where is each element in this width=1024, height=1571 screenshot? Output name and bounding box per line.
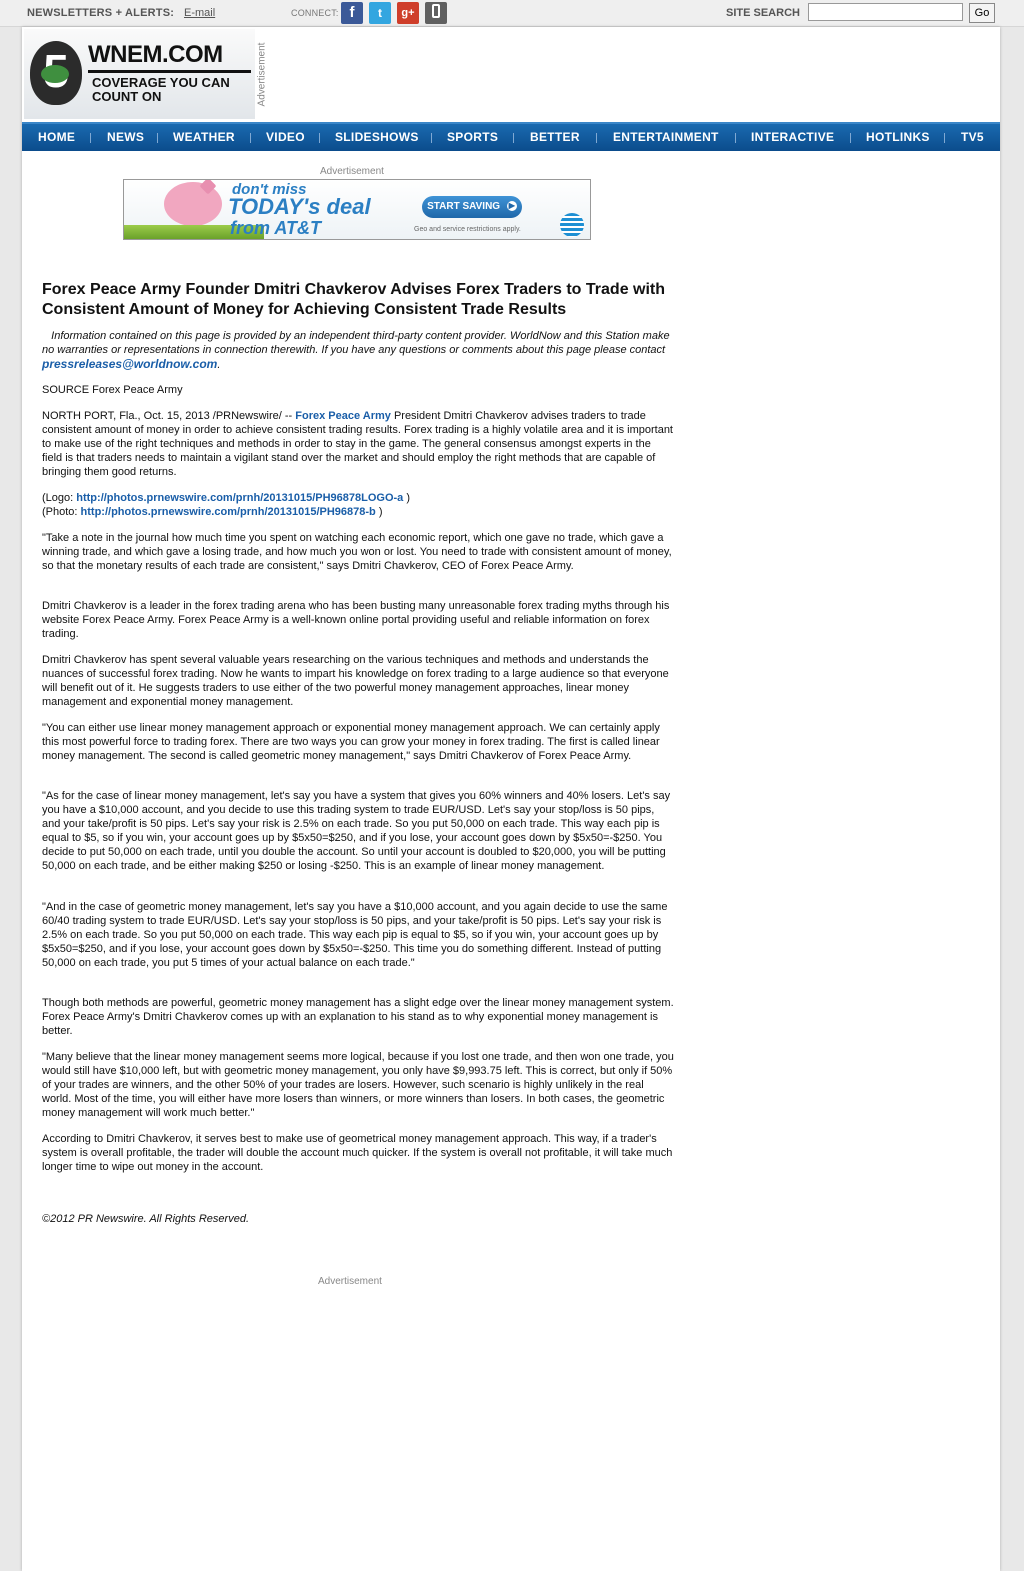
facebook-icon[interactable]: f: [341, 2, 363, 24]
article: [42, 280, 674, 1225]
header-ad-label: [250, 35, 274, 115]
nav-sports[interactable]: SPORTS: [447, 130, 499, 144]
paragraph-3: Dmitri Chavkerov is a leader in the forex trading arena who has been busting many unreasonable forex trading myths through his website Forex Peace Army. Forex Peace Army is a well-known online portal providing useful and reliable information on forex trading.: [42, 600, 670, 640]
paragraph-5: "You can either use linear money management approach or exponential money management approach. We can certainly apply this most powerful force to trading forex. There are two ways you can grow your money in forex trading. The first is called linear money management. The second is called geometric money management," says Dmitri Chavkerov of Forex Peace Army.: [42, 722, 660, 762]
start-saving-label: START SAVING: [427, 201, 501, 212]
photo-prefix: (Photo:: [42, 506, 78, 518]
cbs-eye-icon: [41, 65, 69, 83]
paragraph-9: "Many believe that the linear money management seems more logical, because if you lost one trade, and then won one trade, you would still have $10,000 left, but with geometric money management, you only have $9,993.75 left. This is correct, but only if 50% of your trades are winners, and the other 50% of your trades are losers. However, such scenario is highly unlikely in the real world. Most of the time, you will either have more losers than winners, or more winners than losers. In both cases, the geometric money management will work much better.": [42, 1051, 674, 1119]
nav-entertainment[interactable]: ENTERTAINMENT: [613, 130, 719, 144]
nav-separator: [250, 133, 251, 143]
photo-line: [42, 505, 674, 519]
nav-video[interactable]: VIDEO: [266, 130, 305, 144]
press-email-link[interactable]: pressreleases@worldnow.com: [42, 357, 218, 371]
page-container: [22, 27, 1000, 1571]
source-line: SOURCE Forex Peace Army: [42, 384, 183, 396]
nav-news[interactable]: NEWS: [107, 130, 145, 144]
phone-shape: [432, 4, 440, 18]
arrow-right-icon: ▶: [508, 201, 515, 211]
search-go-button[interactable]: Go: [969, 3, 995, 23]
paragraph-4: Dmitri Chavkerov has spent several valuable years researching on the various techniques and methods and understands the nuances of successful forex trading. Now he wants to impart his knowledge on forex trading to a large audience so that everyone will benefit out of it. He suggests traders to use either of the two powerful money management approaches, linear money management and exponential money management.: [42, 654, 669, 708]
twitter-icon[interactable]: t: [369, 2, 391, 24]
start-saving-button[interactable]: [422, 196, 522, 218]
disclaimer-end: .: [217, 359, 221, 371]
article-title: Forex Peace Army Founder Dmitri Chavkerov Advises Forex Traders to Trade with Consistent Amount of Money for Achieving Consistent Trade Results: [42, 281, 666, 318]
paragraph-10: According to Dmitri Chavkerov, it serves best to make use of geometrical money management approach. This way, if a trader's system is overall profitable, the trader will double the account much quicker. If the system is overall not profitable, it will take much longer time to wipe out money in the account.: [42, 1133, 673, 1173]
email-alerts-link[interactable]: E-mail: [184, 7, 216, 19]
site-search-input[interactable]: [808, 3, 963, 21]
nav-home[interactable]: HOME: [38, 130, 76, 144]
connect-label: CONNECT:: [291, 8, 339, 18]
photo-suffix: ): [378, 506, 383, 518]
att-globe-icon: [560, 213, 584, 237]
nav-slideshows[interactable]: SLIDESHOWS: [335, 130, 419, 144]
logo-tagline: COVERAGE YOU CAN COUNT ON: [92, 75, 230, 104]
site-search-label: SITE SEARCH: [726, 7, 800, 19]
nav-separator: [944, 133, 945, 143]
paragraph-2: "Take a note in the journal how much time you spent on watching each economic report, which one gave no trade, which gave a winning trade, and which gave a losing trade, and how much you won or lost. You need to trade with consistent amount of money, so that the monetary results of each trade are consistent," says Dmitri Chavkerov, CEO of Forex Peace Army.: [42, 532, 672, 572]
nav-better[interactable]: BETTER: [530, 130, 580, 144]
forex-peace-army-link[interactable]: Forex Peace Army: [295, 410, 391, 422]
dateline: NORTH PORT, Fla., Oct. 15, 2013 /PRNewswire/ --: [42, 410, 293, 422]
logo-prefix: (Logo:: [42, 492, 74, 504]
top-bar: [0, 0, 1024, 27]
nav-separator: [596, 133, 597, 143]
ad-headline-2: TODAY's deal: [228, 194, 371, 219]
nav-separator: [90, 133, 91, 143]
newsletters-label: NEWSLETTERS + ALERTS:: [27, 7, 175, 19]
paragraph-7: "And in the case of geometric money management, let's say you have a $10,000 account, and you again decide to use the same 60/40 trading system to trade EUR/USD. Let's say your stop/loss is 50 pips, and your take/profit is 50 pips. Let's say your risk is 2.5% on each trade. So you put 50,000 on each trade. This way each pip is equal to $5, so if you win, your account goes up by $5x50=$250, and if you lose, your account goes down by $5x50=-$250. This time you do something different. Instead of putting 50,000 on each trade, you put 5 times of your actual balance on each trade.": [42, 901, 668, 969]
ad-headline-3: from AT&T: [230, 218, 321, 238]
nav-separator: [319, 133, 320, 143]
mobile-icon[interactable]: [425, 2, 447, 24]
nav-interactive[interactable]: INTERACTIVE: [751, 130, 835, 144]
ad-headline-1: don't miss: [232, 181, 307, 198]
nav-separator: [513, 133, 514, 143]
paragraph-6: "As for the case of linear money management, let's say you have a system that gives you 60% winners and 40% losers. Let's say you have a $10,000 account, and you decide to use this trading system to trade EUR/USD. Let's say your stop/loss is 50 pips, and your take/profit is 50 pips. Let's say your risk is 2.5% on each trade. So you put 50,000 on each trade. This way each pip is equal to $5, so if you win, your account goes up by $5x50=$250, and if you lose, your account goes down by $5x50=-$250. You decide to put 50,000 on each trade, until you double the account. So until your account is doubled to $20,000, you will be putting 50,000 on each trade, and be either making $250 or losing -$250. This is an example of linear money management.: [42, 790, 671, 872]
nav-tv5[interactable]: TV5: [961, 130, 984, 144]
photo-url-link[interactable]: http://photos.prnewswire.com/prnh/20131015/PH96878-b: [80, 506, 376, 518]
paragraph-1: [42, 409, 674, 479]
ad-label: Advertisement: [320, 166, 384, 177]
paragraph-8: Though both methods are powerful, geometric money management has a slight edge over the linear money management system. Forex Peace Army's Dmitri Chavkerov comes up with an explanation to his stand as to why exponential money management is better.: [42, 997, 674, 1037]
logo-rule: [88, 70, 251, 73]
nav-separator: [735, 133, 736, 143]
disclaimer-text: Information contained on this page is provided by an independent third-party content provider. WorldNow and this Station make no warranties or representations in connection therewith. If you have any questions or comments about this page please contact: [42, 330, 670, 356]
att-ad-banner[interactable]: [123, 179, 591, 240]
nav-separator: [850, 133, 851, 143]
logo-suffix: ): [406, 492, 411, 504]
disclaimer: [42, 329, 674, 372]
logo-line: [42, 491, 674, 505]
site-logo[interactable]: [24, 29, 255, 119]
logo-emblem: [30, 41, 82, 105]
paragraph-1-text: President Dmitri Chavkerov advises traders to trade consistent amount of money in order to achieve consistent trading results. Forex trading is a highly volatile area and it is important to make use of the right techniques and methods in order to stay in the game. The general consensus amongst experts in the field is that traders needs to maintain a vigilant stand over the market and should employ the right methods that are capable of bringing them good returns.: [42, 410, 673, 478]
main-nav: [22, 122, 1000, 151]
bottom-ad-label: Advertisement: [318, 1276, 382, 1287]
nav-separator: [431, 133, 432, 143]
logo-site-name: WNEM.COM: [88, 41, 223, 68]
nav-hotlinks[interactable]: HOTLINKS: [866, 130, 930, 144]
ad-fine-print: Geo and service restrictions apply.: [414, 226, 521, 233]
nav-weather[interactable]: WEATHER: [173, 130, 235, 144]
logo-url-link[interactable]: http://photos.prnewswire.com/prnh/20131015/PH96878LOGO-a: [76, 492, 404, 504]
nav-separator: [157, 133, 158, 143]
google-plus-icon[interactable]: g+: [397, 2, 419, 24]
copyright: ©2012 PR Newswire. All Rights Reserved.: [42, 1213, 249, 1225]
header-ad-label-text: Advertisement: [256, 42, 268, 107]
site-header: [22, 27, 1000, 121]
